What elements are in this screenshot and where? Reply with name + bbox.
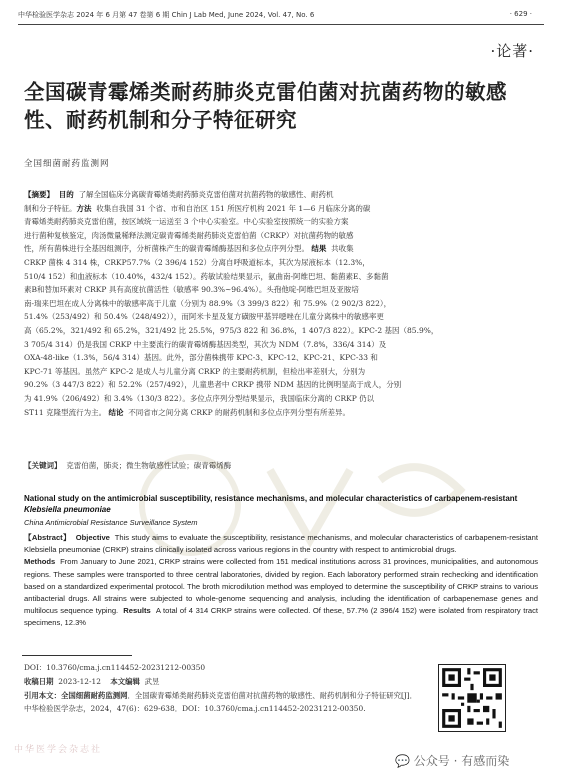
abstract-label: 【摘要】 (24, 190, 54, 199)
english-title-italic: Klebsiella pneumoniae (24, 505, 111, 514)
cite-label: 引用本文： (24, 691, 61, 700)
received-label: 收稿日期 (24, 677, 54, 686)
running-header: 中华检验医学杂志 2024 年 6 月第 47 卷第 6 期 Chin J Lab Med, June 2024, Vol. 47, No. 6 (18, 11, 315, 19)
header-rule (18, 24, 544, 25)
abstract-line: CRKP 菌株 4 314 株，CRKP57.7%（2 396/4 152）分离自呼吸道标本，其次为尿液标本（12.3%， (24, 257, 370, 267)
abstract-line: KPC-71 等基因。虽然产 KPC-2 是成人与儿童分离 CRKP 的主要耐药机制，但检出率差别大，分别为 (24, 366, 366, 376)
abstract-text: 性，所有菌株进行全基因组测序，分析菌株产生的碳青霉烯酶基因和多位点序列分型。 (24, 244, 309, 254)
en-abstract-label: 【Abstract】 (24, 533, 71, 542)
abstract-line: 素B和替加环素对 CRKP 具有高度抗菌活性（敏感率 90.3%~96.4%）。头孢他啶-阿维巴坦及亚胺培 (24, 285, 359, 295)
keywords-label: 【关键词】 (24, 461, 62, 470)
abstract-line: 51.4%（253/492）和 50.4%（248/492）），而阿米卡星及复方磺胺甲基异噁唑在儿童分离株中的敏感率更 (24, 312, 384, 322)
english-title: National study on the antimicrobial susceptibility, resistance mechanisms, and molecular characteristics of carbapenem-resistant Klebsiella pneumoniae (24, 494, 518, 514)
en-methods-label: Methods (24, 557, 56, 567)
page-number: · 629 · (509, 10, 532, 18)
abstract-text: ST11 克隆型流行为主。 (24, 407, 107, 417)
keywords-text: 克雷伯菌，肺炎；微生物敏感性试验；碳青霉烯酶 (66, 461, 232, 470)
abstract-zh (24, 188, 534, 419)
cite-author: 全国细菌耐药监测网 (60, 691, 128, 700)
conclusion-label: 结论 (108, 407, 124, 417)
abstract-line: 为 41.9%（206/492）和 3.4%（130/3 822）。多位点序列分型结果显示，我国临床分离的 CRKP 仍以 (24, 393, 375, 403)
en-results-text: A total of 4 314 CRKP strains were collected. Of these, 57.7% (2 396/4 152) were isolated from respiratory tract specimens, 12.3% (24, 606, 538, 628)
en-methods-text: From January to June 2021, CRKP strains were collected from 151 medical institutions across 31 provinces, municipalities, and autonomous regions. These samples were transported to three central laboratories, divided by region. Each laboratory performed strain rechecking and identification based on a standardized experimental protocol. The broth microdilution method was employed to determine the susceptibility of CRKP strains to various antibacterial drugs. All strains were subjected to whole-genome sequencing and analysis, including the identification of carbapenemase genes and multilocus sequence typing. (24, 557, 538, 616)
en-objective-text: This study aims to evaluate the susceptibility, resistance mechanisms, and molecular characteristics of carbapenem-resistant Klebsiella pneumoniae (CRKP) strains clinically isolated across various regions in the country with respect to antimicrobial drugs. (24, 533, 538, 555)
abstract-text: 不同省市之间分离 CRKP 的耐药机制和多位点序列分型有所差异。 (128, 407, 351, 417)
author: 全国细菌耐药监测网 (24, 159, 110, 169)
abstract-text: 了解全国临床分离碳青霉烯类耐药肺炎克雷伯菌对抗菌药物的敏感性、耐药机 (78, 190, 334, 199)
abstract-text: 共收集 (331, 244, 354, 254)
objective-label: 目的 (58, 190, 74, 199)
cite-text: ．全国碳青霉烯类耐药肺炎克雷伯菌对抗菌药物的敏感性、耐药机制和分子特征研究[J]．中华检验医学杂志，2024，47(6)：629-638．DOI：10.3760/cma.j.cn114452-20231212-00350. (24, 691, 418, 713)
english-abstract (24, 532, 538, 630)
doi[interactable]: DOI：10.3760/cma.j.cn114452-20231212-00350 (24, 663, 206, 672)
abstract-line: 南-瑞来巴坦在成人分离株中的敏感率高于儿童（分别为 88.9%（3 399/3 822）和 75.9%（2 902/3 822）， (24, 298, 392, 308)
method-label: 方法 (76, 203, 92, 213)
received-date: 2023-12-12 (58, 677, 101, 686)
wechat-icon: 💬 (395, 754, 410, 768)
column-tag: ·论著· (490, 42, 534, 60)
abstract-text: 制和分子特征。 (24, 203, 77, 213)
abstract-line: 青霉烯类耐药肺炎克雷伯菌，按区域统一运送至 3 个中心实验室。中心实验室按照统一的实验方案 (24, 217, 349, 227)
abstract-line: 510/4 152）和血液标本（10.40%，432/4 152）。药敏试验结果显示，氨曲南-阿维巴坦、黏菌素E、多黏菌 (24, 271, 389, 281)
abstract-line: 90.2%（3 447/3 822）和 52.2%（257/492），儿童患者中 CRKP 携带 NDM 基因的比例明显高于成人，分别 (24, 380, 402, 390)
article-title: 全国碳青霉烯类耐药肺炎克雷伯菌对抗菌药物的敏感性、耐药机制和分子特征研究 (24, 80, 507, 132)
qr-code-icon[interactable] (438, 664, 506, 732)
en-results-label: Results (123, 606, 151, 616)
abstract-line: OXA-48-like（1.3%，56/4 314）基因。此外，部分菌株携带 KPC-3、KPC-12、KPC-21、KPC-33 和 (24, 353, 378, 363)
abstract-line: 高（65.2%，321/492 和 65.2%，321/492 比 25.5%，975/3 822 和 36.8%，1 407/3 822）。KPC-2 基因（85.9%， (24, 325, 439, 335)
editor-name: 武昱 (144, 677, 160, 686)
citation (24, 690, 424, 715)
editor-label: 本文编辑 (110, 677, 140, 686)
keywords (24, 460, 534, 472)
abstract-line: 3 705/4 314）仍是我国 CRKP 中主要流行的碳青霉烯酶基因类型，其次为 NDM（7.8%，336/4 314）及 (24, 339, 387, 349)
result-label: 结果 (311, 244, 327, 254)
english-org: China Antimicrobial Resistance Surveillance System (24, 518, 198, 527)
watermark-logo: 中华医学会杂志社 (14, 745, 103, 755)
en-objective-label: Objective (75, 533, 110, 542)
wechat-source-label: 💬 公众号 · 有感而染 (395, 754, 510, 768)
received-row (24, 676, 424, 689)
footer-rule (22, 655, 132, 656)
abstract-text: 收集自我国 31 个省、市和自治区 151 所医疗机构 2021 年 1—6 月临床分离的碳 (96, 203, 371, 213)
abstract-line: 进行菌种复核鉴定，肉汤微量稀释法测定碳青霉烯类耐药肺炎克雷伯菌（CRKP）对抗菌药物的敏感 (24, 230, 354, 240)
